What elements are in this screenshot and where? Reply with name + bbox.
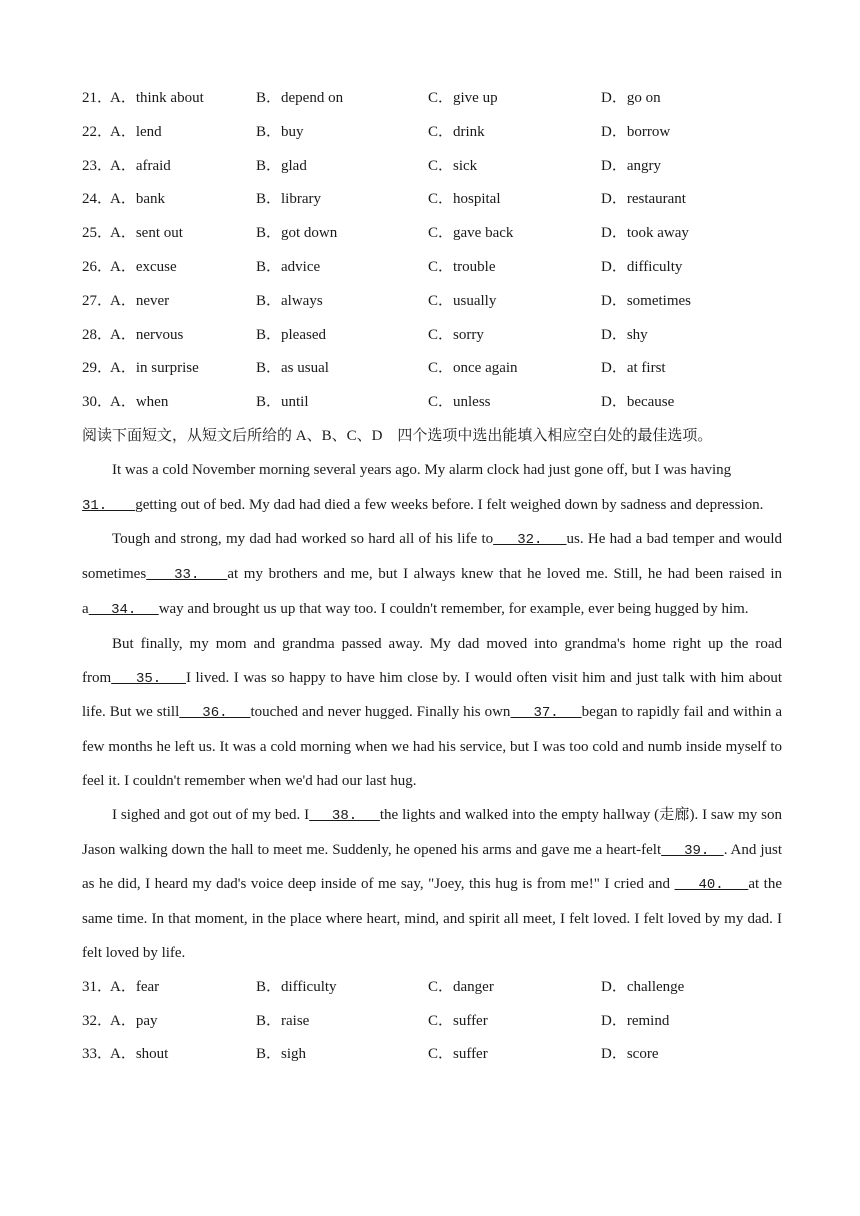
passage-text: began to rapidly fail and within a few months he left us. It was a cold morning when we had his service, but I was too cold and numb inside myself to feel it. I couldn't remember when we'd had our last hug. [82,704,782,789]
blank-36: 36. [179,705,251,722]
question-number: 30． [82,394,113,411]
option-d: D．shy [601,326,648,343]
passage-text: I sighed and got out of my bed. I [112,806,310,823]
question-number: 24． [82,191,113,208]
question-number: 21． [82,90,113,106]
question-28 [82,319,782,353]
option-c: C．danger [428,978,494,995]
option-c: C．trouble [428,258,496,275]
option-a: A．think about [110,90,204,106]
question-24 [82,183,782,217]
option-c: C．once again [428,360,518,377]
option-a: A．afraid [110,157,171,174]
question-30 [82,386,782,420]
option-c: C．unless [428,394,491,411]
question-25 [82,217,782,251]
passage-text: at the same time. In that moment, in the place where heart, mind, and spirit all meet, I felt loved. I felt loved by my dad. I felt loved by life. [82,876,782,961]
question-number: 22． [82,123,113,140]
blank-38: 38. [309,807,380,824]
option-b: B．library [256,191,321,208]
option-d: D．challenge [601,978,685,995]
blank-34: 34. [88,601,159,618]
question-33 [82,1038,782,1072]
option-a: A．never [110,292,170,309]
question-list-31-33 [82,971,782,1072]
document-page [82,82,782,1072]
option-d: D．borrow [601,123,671,140]
blank-31: 31. [82,497,108,514]
option-c: C．sick [428,157,478,174]
question-26 [82,251,782,285]
option-a: A．bank [110,191,165,208]
option-b: B．depend on [256,90,344,106]
option-b: B．pleased [256,326,326,343]
passage-text: getting out of bed. My dad had died a few weeks before. I felt weighed down by sadness and depression. [135,496,764,513]
question-number: 33． [82,1046,113,1063]
option-a: A．nervous [110,326,184,343]
blank-39: 39. [661,842,724,859]
passage-text: But finally, my mom and grandma passed away. My dad moved into grandma's home right up the road from [82,635,782,686]
option-a: A．lend [110,123,162,140]
passage-text: touched and never hugged. Finally his own [250,704,511,721]
option-a: A．in surprise [110,360,199,377]
option-b: B．raise [256,1012,310,1029]
option-a: A．shout [110,1046,169,1063]
option-b: B．buy [256,123,304,140]
question-32 [82,1005,782,1039]
passage-text: us. He had a bad temper and would sometimes [82,531,782,583]
question-22 [82,116,782,150]
option-d: D．sometimes [601,292,691,309]
reading-passage [82,454,782,971]
passage-text: the lights and walked into the empty hallway (走廊). I saw my son Jason walking down the hall to meet me. Suddenly, he opened his arms and gave me a heart-felt [82,806,783,858]
passage-text: Tough and strong, my dad had worked so hard all of his life to [112,531,494,548]
passage-text: It was a cold November morning several years ago. My alarm clock had just gone off, but I was having [112,461,732,478]
option-c: C．usually [428,292,497,309]
option-d: D．took away [601,225,689,242]
option-d: D．angry [601,157,661,174]
option-d: D．restaurant [601,191,686,208]
question-27 [82,285,782,319]
option-d: D．because [601,394,675,411]
question-number: 29． [82,360,113,377]
option-a: A．fear [110,978,160,995]
option-d: D．at first [601,360,666,377]
passage-text: at my brothers and me, but I always knew that he loved me. Still, he had been raised in a [82,566,782,617]
question-number: 27． [82,292,113,309]
section-instruction: 阅读下面短文，从短文后所给的 A、B、C、D 四个选项中选出能填入相应空白处的最佳选项。 [82,427,713,444]
question-21 [82,82,782,116]
question-number: 31． [82,978,113,995]
question-number: 28． [82,326,113,343]
question-29 [82,352,782,386]
option-a: A．pay [110,1012,158,1029]
passage-text: way and brought us up that way too. I couldn't remember, for example, ever being hugged by him. [158,600,749,617]
option-b: B．glad [256,157,307,174]
option-d: D．difficulty [601,258,683,275]
option-c: C．sorry [428,326,484,343]
option-b: B．advice [256,258,321,275]
blank-40: 40. [674,877,749,894]
option-c: C．give up [428,90,498,106]
question-number: 32． [82,1012,113,1029]
option-a: A．sent out [110,225,183,242]
option-c: C．suffer [428,1046,488,1063]
question-number: 25． [82,225,113,242]
option-b: B．as usual [256,360,329,377]
passage-paragraph-2 [82,523,782,627]
question-list-21-30 [82,82,782,420]
option-b: B．always [256,292,323,309]
question-23 [82,150,782,184]
blank-33: 33. [146,567,228,584]
option-a: A．excuse [110,258,177,275]
question-number: 26． [82,258,113,275]
option-c: C．gave back [428,225,514,242]
passage-text: I lived. I was so happy to have him close by. I would often visit him and just talk with him about life. But we still [82,669,782,721]
question-number: 23． [82,157,113,174]
blank-35: 35. [111,670,186,687]
option-b: B．until [256,394,309,411]
option-c: C．hospital [428,191,501,208]
blank-32: 32. [493,532,567,549]
option-d: D．remind [601,1012,670,1029]
option-d: D．go on [601,90,661,106]
passage-paragraph-4 [82,799,782,971]
option-d: D．score [601,1046,659,1063]
blank-37: 37. [510,705,582,722]
option-b: B．sigh [256,1046,307,1063]
option-c: C．drink [428,123,485,140]
question-31 [82,971,782,1005]
passage-text: . And just as he did, I heard my dad's voice deep inside of me say, "Joey, this hug is from me!" I cried and [82,841,782,893]
option-c: C．suffer [428,1012,488,1029]
passage-paragraph-3 [82,628,782,799]
passage-paragraph-1 [82,454,782,524]
option-a: A．when [110,394,169,411]
option-b: B．difficulty [256,978,337,995]
option-b: B．got down [256,225,338,242]
